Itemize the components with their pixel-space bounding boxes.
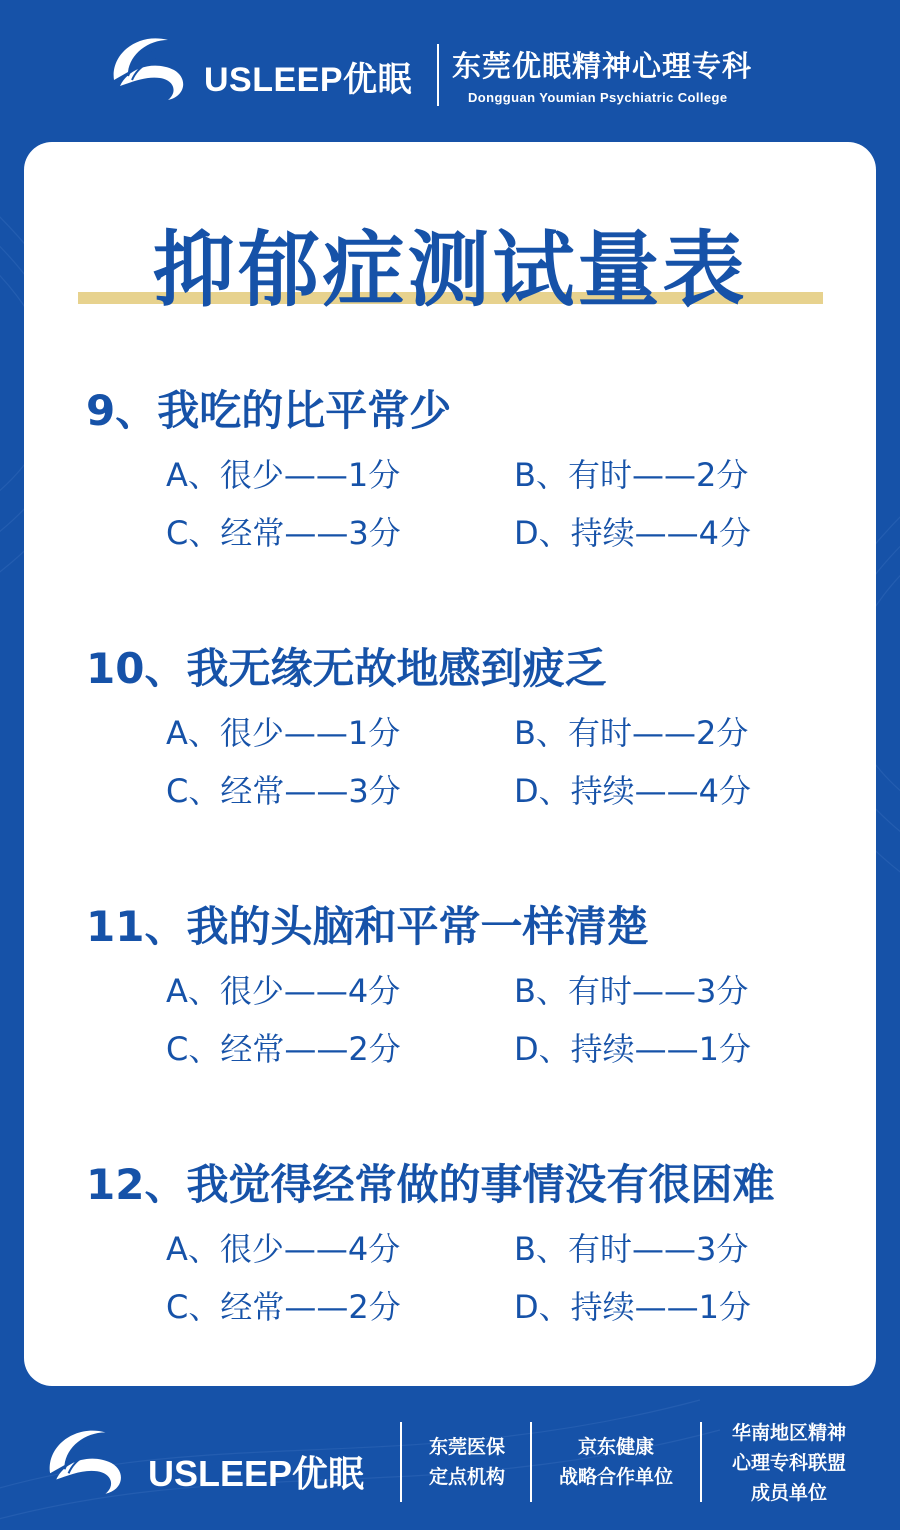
header-divider (437, 44, 439, 106)
brand-name (204, 52, 412, 101)
option-a: A、很少——1分 (166, 714, 401, 752)
question-text: 10、我无缘无故地感到疲乏 (86, 644, 607, 693)
usleep-logo-icon (108, 30, 192, 104)
option-c: C、经常——3分 (166, 772, 401, 810)
college-name-chinese: 东莞优眠精神心理专科 (452, 49, 753, 83)
option-a: A、很少——4分 (166, 1230, 401, 1268)
brand-latin: USLEEP (148, 1453, 293, 1494)
footer-divider (400, 1422, 402, 1502)
option-b: B、有时——2分 (514, 714, 749, 752)
footer-divider (700, 1422, 702, 1502)
brand-chinese: 优眠 (343, 60, 413, 100)
option-c: C、经常——2分 (166, 1030, 401, 1068)
question-text: 12、我觉得经常做的事情没有很困难 (86, 1160, 775, 1209)
footer-badge-line: 定点机构 (428, 1466, 505, 1488)
footer (0, 1400, 900, 1530)
brand-chinese: 优眠 (292, 1454, 365, 1495)
footer-badge-line: 东莞医保 (428, 1436, 505, 1458)
page-title: 抑郁症测试量表 (152, 223, 748, 318)
option-b: B、有时——3分 (514, 1230, 749, 1268)
footer-badge-jd-health (546, 1432, 686, 1492)
header (0, 0, 900, 140)
question-text: 9、我吃的比平常少 (86, 386, 452, 435)
footer-badge-line: 心理专科联盟 (731, 1452, 846, 1474)
footer-badge-line: 华南地区精神 (731, 1422, 846, 1444)
option-b: B、有时——2分 (514, 456, 749, 494)
footer-divider (530, 1422, 532, 1502)
option-a: A、很少——4分 (166, 972, 401, 1010)
brand-latin: USLEEP (204, 61, 344, 99)
footer-badge-line: 成员单位 (750, 1482, 827, 1504)
footer-badge-alliance (714, 1418, 864, 1508)
college-name-english: Dongguan Youmian Psychiatric College (468, 90, 728, 105)
option-d: D、持续——4分 (514, 772, 752, 810)
option-d: D、持续——1分 (514, 1030, 752, 1068)
option-d: D、持续——1分 (514, 1288, 752, 1326)
option-a: A、很少——1分 (166, 456, 401, 494)
question-text: 11、我的头脑和平常一样清楚 (86, 902, 649, 951)
usleep-logo-icon (44, 1422, 130, 1498)
option-c: C、经常——3分 (166, 514, 401, 552)
option-d: D、持续——4分 (514, 514, 752, 552)
option-b: B、有时——3分 (514, 972, 749, 1010)
footer-badge-line: 战略合作单位 (558, 1466, 673, 1488)
footer-badge-line: 京东健康 (577, 1436, 654, 1458)
footer-badge-insurance (418, 1432, 516, 1492)
option-c: C、经常——2分 (166, 1288, 401, 1326)
footer-brand-name (148, 1446, 364, 1497)
